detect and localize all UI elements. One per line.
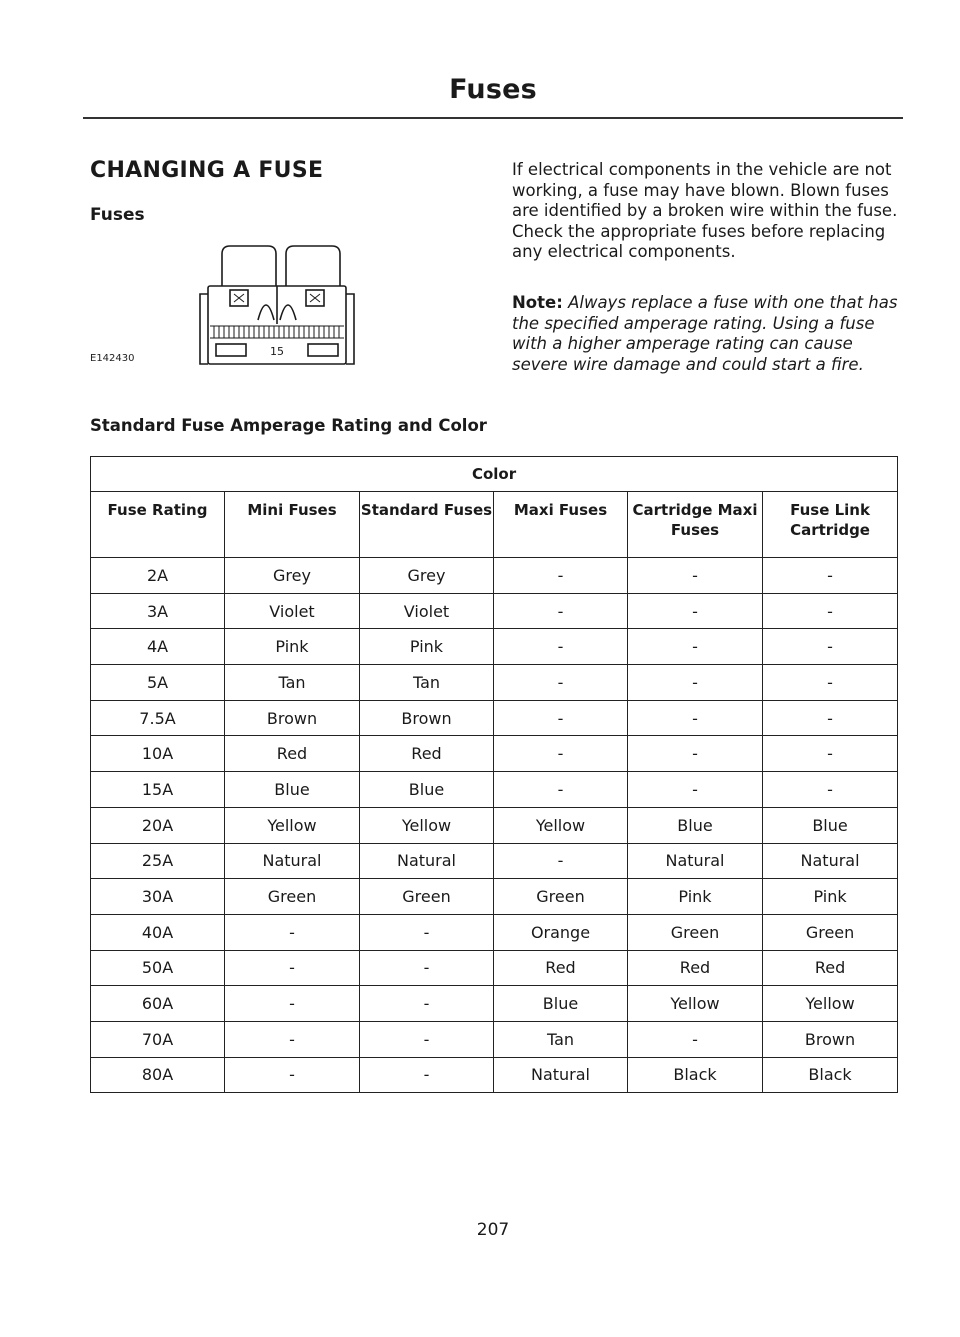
table-cell: - [494, 629, 628, 665]
table-cell: Pink [360, 629, 494, 665]
table-cell: - [360, 914, 494, 950]
table-cell: Brown [763, 1021, 898, 1057]
table-cell: - [360, 1021, 494, 1057]
note-label: Note: [512, 293, 563, 312]
table-cell: Natural [494, 1057, 628, 1093]
table-cell: - [494, 700, 628, 736]
table-row [91, 807, 898, 843]
table-cell: 4A [91, 629, 225, 665]
table-row [91, 558, 898, 594]
table-cell: Violet [360, 593, 494, 629]
table-cell: Red [360, 736, 494, 772]
table-cell: 2A [91, 558, 225, 594]
table-cell: - [494, 843, 628, 879]
table-cell: 20A [91, 807, 225, 843]
table-cell: Green [763, 914, 898, 950]
table-cell: 80A [91, 1057, 225, 1093]
table-cell: 40A [91, 914, 225, 950]
table-cell: 25A [91, 843, 225, 879]
table-cell: - [628, 736, 763, 772]
table-cell: - [763, 700, 898, 736]
table-cell: Blue [628, 807, 763, 843]
table-cell: 10A [91, 736, 225, 772]
table-cell: 5A [91, 665, 225, 701]
header-divider [83, 117, 903, 119]
table-cell: Pink [763, 879, 898, 915]
table-cell: Brown [225, 700, 360, 736]
table-cell: - [763, 736, 898, 772]
table-cell: - [494, 736, 628, 772]
table-cell: Blue [763, 807, 898, 843]
table-cell: - [763, 772, 898, 808]
table-title: Standard Fuse Amperage Rating and Color [90, 416, 487, 435]
table-cell: Yellow [628, 986, 763, 1022]
table-cell: 3A [91, 593, 225, 629]
table-cell: Orange [494, 914, 628, 950]
table-row [91, 1021, 898, 1057]
table-cell: - [628, 593, 763, 629]
table-cell: - [225, 1021, 360, 1057]
table-cell: Green [360, 879, 494, 915]
note-text: Always replace a fuse with one that has the specified amperage rating. Using a fuse with a higher amperage rating can cause severe wire damage and could start a fire. [512, 293, 898, 374]
table-cell: Blue [360, 772, 494, 808]
table-cell: Black [763, 1057, 898, 1093]
table-cell: - [628, 629, 763, 665]
table-cell: Green [628, 914, 763, 950]
table-cell: Green [494, 879, 628, 915]
table-cell: 70A [91, 1021, 225, 1057]
table-cell: Natural [225, 843, 360, 879]
table-row [91, 700, 898, 736]
table-cell: - [628, 558, 763, 594]
column-header: Standard Fuses [360, 492, 494, 558]
table-cell: 50A [91, 950, 225, 986]
table-cell: Yellow [360, 807, 494, 843]
table-cell: - [628, 700, 763, 736]
table-cell: Green [225, 879, 360, 915]
table-cell: Natural [360, 843, 494, 879]
table-cell: - [763, 629, 898, 665]
table-cell: Yellow [225, 807, 360, 843]
column-header: Fuse Rating [91, 492, 225, 558]
column-header: Fuse Link Cartridge [763, 492, 898, 558]
table-cell: Grey [360, 558, 494, 594]
table-cell: - [360, 950, 494, 986]
table-cell: Natural [628, 843, 763, 879]
table-cell: Black [628, 1057, 763, 1093]
table-cell: - [225, 914, 360, 950]
table-row [91, 665, 898, 701]
table-cell: Yellow [494, 807, 628, 843]
table-cell: - [225, 1057, 360, 1093]
table-cell: Violet [225, 593, 360, 629]
column-header: Mini Fuses [225, 492, 360, 558]
table-cell: - [225, 950, 360, 986]
table-cell: 60A [91, 986, 225, 1022]
intro-paragraph: If electrical components in the vehicle are not working, a fuse may have blown. Blown fuses are identified by a broken wire within the fuse. Check the appropriate fuses before replacing any electrical components. [512, 160, 898, 261]
page-header-title: Fuses [449, 74, 537, 105]
table-cell: - [360, 986, 494, 1022]
table-cell: 7.5A [91, 700, 225, 736]
table-row [91, 879, 898, 915]
table-cell: Red [763, 950, 898, 986]
table-row [91, 629, 898, 665]
table-cell: - [494, 593, 628, 629]
table-cell: Blue [225, 772, 360, 808]
table-row [91, 772, 898, 808]
table-cell: Pink [628, 879, 763, 915]
table-cell: - [494, 665, 628, 701]
table-cell: - [628, 1021, 763, 1057]
fuse-color-table [90, 456, 898, 1093]
table-cell: Tan [360, 665, 494, 701]
table-cell: Natural [763, 843, 898, 879]
table-cell: - [494, 558, 628, 594]
blade-fuse-illustration-icon [90, 240, 402, 370]
table-cell: Red [225, 736, 360, 772]
table-cell: 30A [91, 879, 225, 915]
table-cell: Yellow [763, 986, 898, 1022]
figure-id: E142430 [90, 353, 135, 364]
section-heading: CHANGING A FUSE [90, 158, 324, 183]
table-cell: - [628, 772, 763, 808]
column-header: Maxi Fuses [494, 492, 628, 558]
note-paragraph [512, 293, 902, 375]
table-cell: - [763, 665, 898, 701]
table-cell: - [763, 558, 898, 594]
table-row [91, 986, 898, 1022]
table-row [91, 736, 898, 772]
table-cell: Blue [494, 986, 628, 1022]
table-cell: - [494, 772, 628, 808]
table-cell: Red [628, 950, 763, 986]
table-row [91, 843, 898, 879]
table-cell: Grey [225, 558, 360, 594]
table-cell: Brown [360, 700, 494, 736]
column-header: Cartridge Maxi Fuses [628, 492, 763, 558]
table-row [91, 950, 898, 986]
table-cell: - [763, 593, 898, 629]
subheading-fuses: Fuses [90, 205, 145, 225]
table-row [91, 593, 898, 629]
table-cell: - [628, 665, 763, 701]
table-cell: - [225, 986, 360, 1022]
table-cell: Pink [225, 629, 360, 665]
group-header-color: Color [91, 457, 898, 492]
table-cell: - [360, 1057, 494, 1093]
table-cell: Red [494, 950, 628, 986]
table-row [91, 1057, 898, 1093]
table-cell: 15A [91, 772, 225, 808]
table-cell: Tan [225, 665, 360, 701]
fuse-figure [90, 240, 402, 370]
table-row [91, 914, 898, 950]
fuse-number-label: 15 [270, 345, 284, 358]
page-number: 207 [476, 1220, 510, 1240]
table-cell: Tan [494, 1021, 628, 1057]
